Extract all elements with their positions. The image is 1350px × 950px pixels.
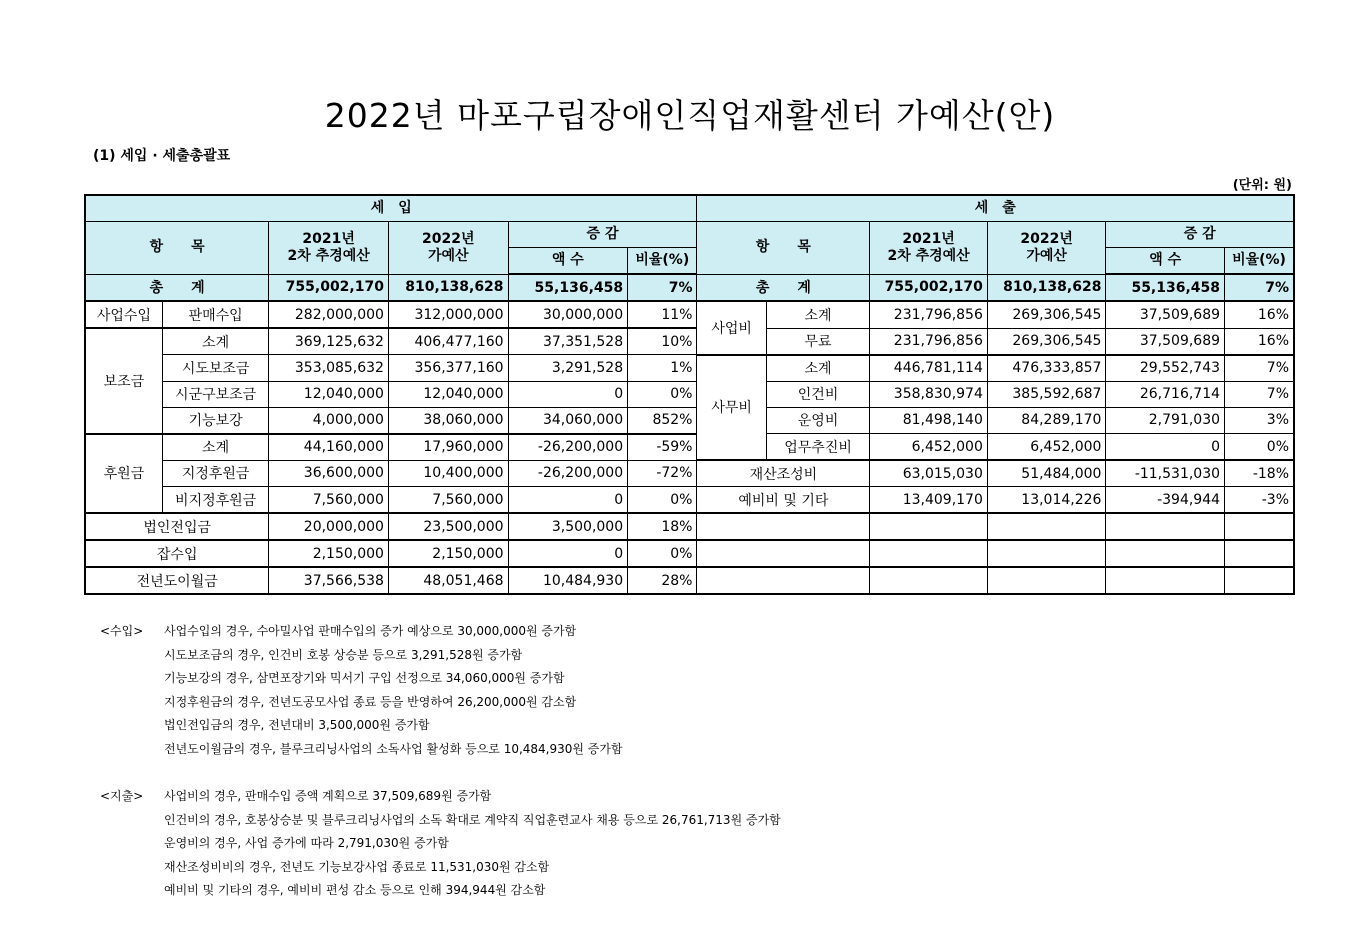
- expense-cur-value: 6,452,000: [987, 434, 1106, 461]
- income-ratio-value: -72%: [628, 460, 697, 487]
- table-row: [85, 513, 1294, 540]
- income-notes: [100, 620, 623, 761]
- table-row: [85, 487, 1294, 514]
- income-cur-value: 356,377,160: [388, 355, 508, 382]
- empty-cell: [870, 567, 988, 594]
- income-ratio-value: 28%: [628, 567, 697, 594]
- income-change-value: 3,500,000: [508, 513, 628, 540]
- expense-prev-budget-header: 2021년 2차 추경예산: [870, 222, 988, 275]
- expense-prev-value: 231,796,856: [870, 328, 988, 355]
- income-ratio-value: 10%: [628, 328, 697, 355]
- note-line: 기능보강의 경우, 삼면포장기와 믹서기 구입 선정으로 34,060,000원 증가함: [164, 671, 565, 685]
- income-ratio-value: 11%: [628, 301, 697, 328]
- empty-cell: [870, 513, 988, 540]
- expense-change-value: 0: [1106, 434, 1225, 461]
- income-prev-value: 4,000,000: [269, 407, 389, 434]
- income-item-label: 비지정후원금: [162, 487, 269, 514]
- note-line: 시도보조금의 경우, 인건비 호봉 상승분 등으로 3,291,528원 증가함: [164, 647, 523, 662]
- expense-prev-value: 231,796,856: [870, 301, 988, 328]
- expense-cur-value: 13,014,226: [987, 487, 1106, 514]
- expense-ratio-value: 16%: [1225, 301, 1294, 328]
- income-ratio-value: -59%: [628, 434, 697, 461]
- empty-cell: [697, 567, 870, 594]
- income-prev-value: 353,085,632: [269, 355, 389, 382]
- expense-item-label: 소계: [766, 301, 870, 328]
- income-change-value: 30,000,000: [508, 301, 628, 328]
- page-title: 2022년 마포구립장애인직업재활센터 가예산(안): [324, 96, 1056, 135]
- note-line: 예비비 및 기타의 경우, 예비비 편성 감소 등으로 인해 394,944원 감소함: [164, 883, 546, 897]
- income-prev-value: 7,560,000: [269, 487, 389, 514]
- note-line: 법인전입금의 경우, 전년대비 3,500,000원 증가함: [164, 718, 430, 732]
- income-prev-budget-header: 2021년 2차 추경예산: [269, 222, 389, 275]
- income-change-value: 10,484,930: [508, 567, 628, 594]
- income-cur-value: 17,960,000: [388, 434, 508, 461]
- expense-change-value: -11,531,030: [1106, 460, 1225, 487]
- income-item-label: 기능보강: [162, 407, 269, 434]
- income-ratio-value: 0%: [628, 381, 697, 407]
- income-item-label: 소계: [162, 328, 269, 355]
- income-change-value: 0: [508, 381, 628, 407]
- expense-cur-value: 476,333,857: [987, 355, 1106, 382]
- expense-cur-budget-header: 2022년 가예산: [987, 222, 1106, 275]
- income-cur-value: 12,040,000: [388, 381, 508, 407]
- income-cur-value: 406,477,160: [388, 328, 508, 355]
- expense-cur-value: 269,306,545: [987, 301, 1106, 328]
- expense-total-prev: 755,002,170: [870, 274, 988, 301]
- table-row: [85, 407, 1294, 434]
- expense-item-label: 업무추진비: [766, 434, 870, 461]
- table-row: [85, 328, 1294, 355]
- empty-cell: [1106, 540, 1225, 567]
- income-item-label: 시도보조금: [162, 355, 269, 382]
- empty-cell: [870, 540, 988, 567]
- income-item-label: 지정후원금: [162, 460, 269, 487]
- expense-prev-value: 446,781,114: [870, 355, 988, 382]
- income-section-header: 세 입: [85, 195, 697, 222]
- table-row: [85, 381, 1294, 407]
- expense-cur-value: 269,306,545: [987, 328, 1106, 355]
- income-change-value: -26,200,000: [508, 460, 628, 487]
- expense-cur-value: 84,289,170: [987, 407, 1106, 434]
- empty-cell: [1106, 567, 1225, 594]
- table-row: [85, 434, 1294, 461]
- expense-item-label: 운영비: [766, 407, 870, 434]
- income-notes-label: <수입>: [100, 624, 144, 638]
- table-row: [85, 460, 1294, 487]
- expense-item-label: 재산조성비: [697, 460, 870, 487]
- income-change-header: 증 감: [508, 222, 697, 248]
- expense-group-label: 사업비: [697, 301, 766, 355]
- income-prev-value: 2,150,000: [269, 540, 389, 567]
- income-change-value: -26,200,000: [508, 434, 628, 461]
- expense-ratio-value: -3%: [1225, 487, 1294, 514]
- income-item-label: 잡수입: [85, 540, 269, 567]
- expense-notes: [100, 785, 781, 903]
- expense-cur-value: 385,592,687: [987, 381, 1106, 407]
- expense-change-value: 29,552,743: [1106, 355, 1225, 382]
- income-cur-value: 7,560,000: [388, 487, 508, 514]
- unit-label: (단위: 원): [1232, 178, 1292, 193]
- expense-amount-header: 액 수: [1106, 248, 1225, 275]
- expense-ratio-value: -18%: [1225, 460, 1294, 487]
- income-total-ratio: 7%: [628, 274, 697, 301]
- expense-prev-value: 63,015,030: [870, 460, 988, 487]
- income-ratio-value: 1%: [628, 355, 697, 382]
- income-ratio-value: 0%: [628, 487, 697, 514]
- expense-ratio-value: 0%: [1225, 434, 1294, 461]
- table-row: [85, 301, 1294, 328]
- expense-item-label: 인건비: [766, 381, 870, 407]
- empty-cell: [1106, 513, 1225, 540]
- expense-prev-value: 13,409,170: [870, 487, 988, 514]
- income-change-value: 34,060,000: [508, 407, 628, 434]
- expense-item-label: 무료: [766, 328, 870, 355]
- income-cur-value: 38,060,000: [388, 407, 508, 434]
- income-item-label: 시군구보조금: [162, 381, 269, 407]
- expense-change-value: -394,944: [1106, 487, 1225, 514]
- expense-ratio-value: 7%: [1225, 355, 1294, 382]
- income-change-value: 3,291,528: [508, 355, 628, 382]
- table-row: [85, 567, 1294, 594]
- totals-row: [85, 274, 1294, 301]
- income-group-label: 사업수입: [85, 301, 162, 328]
- income-prev-value: 369,125,632: [269, 328, 389, 355]
- note-line: 인건비의 경우, 호봉상승분 및 블루크리닝사업의 소독 확대로 계약직 직업훈련교사 채용 등으로 26,761,713원 증가함: [164, 812, 781, 827]
- income-ratio-header: 비율(%): [628, 248, 697, 275]
- empty-cell: [1225, 567, 1294, 594]
- income-ratio-value: 852%: [628, 407, 697, 434]
- income-total-change: 55,136,458: [508, 274, 628, 301]
- expense-change-header: 증 감: [1106, 222, 1294, 248]
- expense-change-value: 37,509,689: [1106, 301, 1225, 328]
- income-group-label: 보조금: [85, 328, 162, 434]
- note-line: 전년도이월금의 경우, 블루크리닝사업의 소독사업 활성화 등으로 10,484,930원 증가함: [164, 741, 623, 756]
- income-total-label: 총 계: [85, 274, 269, 301]
- income-change-value: 37,351,528: [508, 328, 628, 355]
- expense-change-value: 2,791,030: [1106, 407, 1225, 434]
- expense-total-cur: 810,138,628: [987, 274, 1106, 301]
- expense-total-change: 55,136,458: [1106, 274, 1225, 301]
- note-line: 사업비의 경우, 판매수입 증액 계획으로 37,509,689원 증가함: [164, 789, 492, 803]
- expense-section-header: 세 출: [697, 195, 1294, 222]
- expense-change-value: 37,509,689: [1106, 328, 1225, 355]
- income-group-label: 후원금: [85, 434, 162, 514]
- budget-summary-table: [84, 194, 1295, 595]
- income-change-value: 0: [508, 487, 628, 514]
- table-row: [85, 355, 1294, 382]
- expense-total-ratio: 7%: [1225, 274, 1294, 301]
- table-subtitle: (1) 세입 · 세출총괄표: [93, 148, 231, 164]
- income-prev-value: 44,160,000: [269, 434, 389, 461]
- income-cur-value: 10,400,000: [388, 460, 508, 487]
- income-item-label: 소계: [162, 434, 269, 461]
- income-prev-value: 36,600,000: [269, 460, 389, 487]
- expense-change-value: 26,716,714: [1106, 381, 1225, 407]
- income-prev-value: 12,040,000: [269, 381, 389, 407]
- income-prev-value: 37,566,538: [269, 567, 389, 594]
- empty-cell: [697, 540, 870, 567]
- expense-prev-value: 81,498,140: [870, 407, 988, 434]
- expense-item-header: 항 목: [697, 222, 870, 275]
- income-item-label: 법인전입금: [85, 513, 269, 540]
- table-row: [85, 540, 1294, 567]
- income-item-label: 판매수입: [162, 301, 269, 328]
- income-ratio-value: 0%: [628, 540, 697, 567]
- expense-ratio-value: 3%: [1225, 407, 1294, 434]
- income-cur-value: 2,150,000: [388, 540, 508, 567]
- income-item-label: 전년도이월금: [85, 567, 269, 594]
- empty-cell: [1225, 540, 1294, 567]
- income-cur-value: 23,500,000: [388, 513, 508, 540]
- income-prev-value: 20,000,000: [269, 513, 389, 540]
- expense-ratio-value: 16%: [1225, 328, 1294, 355]
- note-line: 사업수입의 경우, 수아밀사업 판매수입의 증가 예상으로 30,000,000원 증가함: [164, 624, 577, 638]
- income-change-value: 0: [508, 540, 628, 567]
- income-amount-header: 액 수: [508, 248, 628, 275]
- expense-item-label: 소계: [766, 355, 870, 382]
- empty-cell: [987, 513, 1106, 540]
- income-prev-value: 282,000,000: [269, 301, 389, 328]
- expense-total-label: 총 계: [697, 274, 870, 301]
- income-total-prev: 755,002,170: [269, 274, 389, 301]
- note-line: 지정후원금의 경우, 전년도공모사업 종료 등을 반영하여 26,200,000원 감소함: [164, 694, 577, 709]
- income-cur-value: 312,000,000: [388, 301, 508, 328]
- income-ratio-value: 18%: [628, 513, 697, 540]
- expense-ratio-header: 비율(%): [1225, 248, 1294, 275]
- expense-prev-value: 358,830,974: [870, 381, 988, 407]
- note-line: 재산조성비비의 경우, 전년도 기능보강사업 종료로 11,531,030원 감소함: [164, 859, 550, 874]
- income-total-cur: 810,138,628: [388, 274, 508, 301]
- note-line: 운영비의 경우, 사업 증가에 따라 2,791,030원 증가함: [164, 836, 449, 850]
- expense-prev-value: 6,452,000: [870, 434, 988, 461]
- empty-cell: [697, 513, 870, 540]
- income-cur-value: 48,051,468: [388, 567, 508, 594]
- expense-ratio-value: 7%: [1225, 381, 1294, 407]
- expense-cur-value: 51,484,000: [987, 460, 1106, 487]
- empty-cell: [1225, 513, 1294, 540]
- expense-item-label: 예비비 및 기타: [697, 487, 870, 514]
- expense-group-label: 사무비: [697, 355, 766, 461]
- income-item-header: 항 목: [85, 222, 269, 275]
- expense-notes-label: <지출>: [100, 789, 144, 803]
- income-cur-budget-header: 2022년 가예산: [388, 222, 508, 275]
- empty-cell: [987, 567, 1106, 594]
- empty-cell: [987, 540, 1106, 567]
